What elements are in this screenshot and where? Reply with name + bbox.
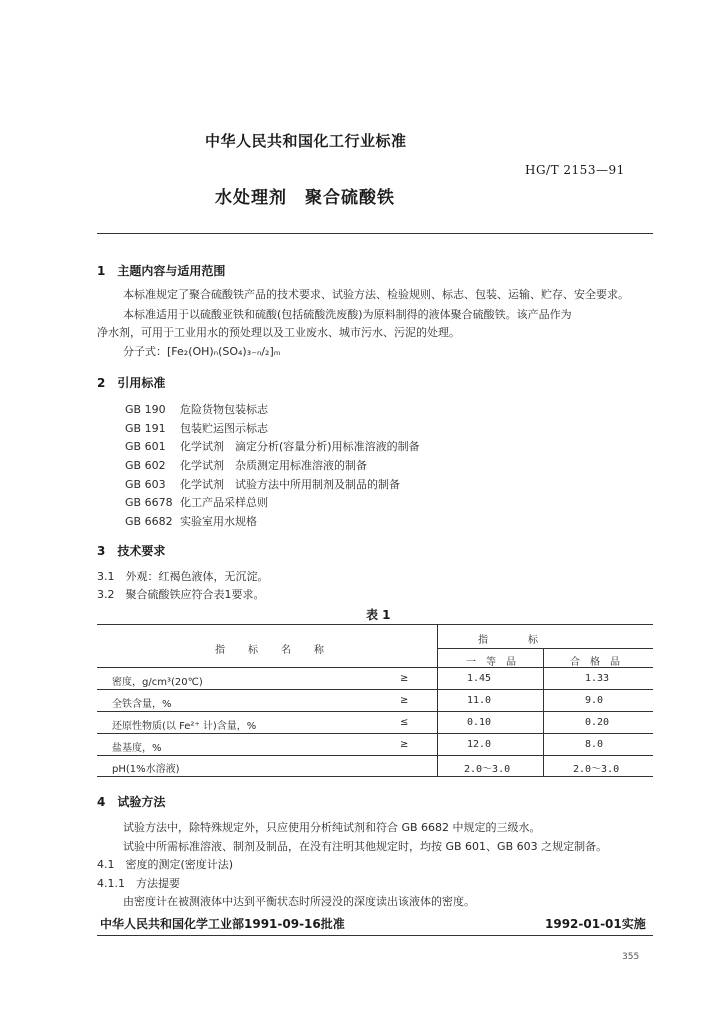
reference-title: 包装贮运图示标志 [180, 422, 268, 435]
reference-title: 化工产品采样总则 [180, 496, 268, 509]
table-1-label: 表 1 [366, 608, 391, 622]
table-cell-grade-1: 0.10 [467, 717, 492, 728]
reference-code: GB 602 [125, 459, 166, 472]
table-cell-name: 盐基度，% [112, 743, 162, 754]
table-row-rule [97, 733, 653, 734]
section-1-paragraph-2-line-2: 净水剂，可用于工业用水的预处理以及工业废水、城市污水、污泥的处理。 [97, 326, 460, 339]
table-cell-name: 密度，g/cm³(20℃) [112, 677, 203, 688]
table-cell-grade-1: 1.45 [467, 673, 492, 684]
table-header-subrule [437, 648, 653, 649]
table-bottom-rule [97, 776, 653, 777]
reference-item [125, 420, 268, 436]
table-header-index: 指 标 [478, 635, 538, 646]
reference-item [125, 438, 420, 454]
reference-title: 化学试剂 杂质测定用标准溶液的制备 [180, 459, 367, 472]
table-cell-grade-1: 2.0～3.0 [464, 764, 511, 775]
table-row-rule [97, 689, 653, 690]
formula-body: [Fe₂(OH)ₙ(SO₄)₃₋ₙ/₂]ₘ [167, 345, 281, 358]
header-rule [97, 233, 653, 234]
section-3-item-2: 3.2 聚合硫酸铁应符合表1要求。 [97, 588, 265, 601]
footer-rule [97, 935, 653, 936]
table-cell-operator: ≥ [400, 739, 409, 750]
table-header-item-name: 指 标 名 称 [215, 645, 325, 656]
reference-code: GB 190 [125, 403, 166, 416]
reference-item [125, 476, 400, 492]
table-cell-name: 还原性物质(以 Fe²⁺ 计)含量，% [112, 721, 257, 732]
table-cell-name: 全铁含量，% [112, 699, 172, 710]
reference-code: GB 6682 [125, 515, 173, 528]
reference-code: GB 191 [125, 422, 166, 435]
section-4-1-heading: 4.1 密度的测定(密度计法) [97, 858, 234, 871]
reference-code: GB 6678 [125, 496, 173, 509]
table-cell-grade-1: 12.0 [467, 739, 492, 750]
table-cell-grade-2: 1.33 [585, 673, 610, 684]
section-1-heading: 1 主题内容与适用范围 [97, 264, 226, 278]
table-top-rule [97, 624, 653, 625]
reference-title: 化学试剂 滴定分析(容量分析)用标准溶液的制备 [180, 440, 420, 453]
standard-code: HG/T 2153—91 [525, 163, 625, 177]
section-4-heading: 4 试验方法 [97, 795, 166, 809]
reference-item [125, 494, 268, 510]
reference-code: GB 603 [125, 478, 166, 491]
section-4-paragraph-2: 试验中所需标准溶液、制剂及制品，在没有注明其他规定时，均按 GB 601、GB 603 之规定制备。 [123, 840, 608, 853]
effective-date: 1992-01-01实施 [545, 917, 646, 931]
section-4-1-1-heading: 4.1.1 方法提要 [97, 877, 180, 890]
table-cell-operator: ≤ [400, 717, 409, 728]
section-1-paragraph-1: 本标准规定了聚合硫酸铁产品的技术要求、试验方法、检验规则、标志、包装、运输、贮存、安全要求。 [123, 288, 629, 301]
reference-item [125, 401, 268, 417]
standard-body-title: 中华人民共和国化工行业标准 [205, 132, 407, 150]
reference-title: 实验室用水规格 [180, 515, 257, 528]
document-title: 水处理剂 聚合硫酸铁 [215, 188, 395, 208]
section-2-heading: 2 引用标准 [97, 376, 166, 390]
table-cell-grade-2: 2.0～3.0 [573, 764, 620, 775]
reference-title: 危险货物包装标志 [180, 403, 268, 416]
approval-line: 中华人民共和国化学工业部1991-09-16批准 [100, 917, 345, 931]
table-cell-operator: ≥ [400, 673, 409, 684]
section-4-1-1-text: 由密度计在被测液体中达到平衡状态时所浸没的深度读出该液体的密度。 [123, 895, 475, 908]
table-header-grade-2: 合 格 品 [570, 657, 620, 668]
section-4-paragraph-1: 试验方法中，除特殊规定外，只应使用分析纯试剂和符合 GB 6682 中规定的三级水。 [123, 821, 541, 834]
table-row-rule [97, 755, 653, 756]
reference-item [125, 513, 257, 529]
table-cell-grade-2: 8.0 [585, 739, 604, 750]
section-3-item-1: 3.1 外观：红褐色液体，无沉淀。 [97, 570, 269, 583]
reference-code: GB 601 [125, 440, 166, 453]
table-header-grade-1: 一 等 品 [466, 657, 516, 668]
table-column-divider [543, 648, 544, 776]
reference-item [125, 457, 367, 473]
table-column-divider [437, 624, 438, 776]
table-cell-grade-2: 9.0 [585, 695, 604, 706]
table-cell-name: pH(1%水溶液) [112, 764, 180, 775]
table-cell-grade-1: 11.0 [467, 695, 492, 706]
molecular-formula [123, 343, 281, 359]
table-row-rule [97, 711, 653, 712]
reference-title: 化学试剂 试验方法中所用制剂及制品的制备 [180, 478, 400, 491]
formula-label: 分子式： [123, 345, 167, 358]
section-3-heading: 3 技术要求 [97, 544, 166, 558]
section-1-paragraph-2-line-1: 本标准适用于以硫酸亚铁和硫酸(包括硫酸洗废酸)为原料制得的液体聚合硫酸铁。该产品作为 [123, 308, 572, 321]
table-cell-operator: ≥ [400, 695, 409, 706]
page-number: 355 [622, 952, 640, 962]
table-cell-grade-2: 0.20 [585, 717, 610, 728]
